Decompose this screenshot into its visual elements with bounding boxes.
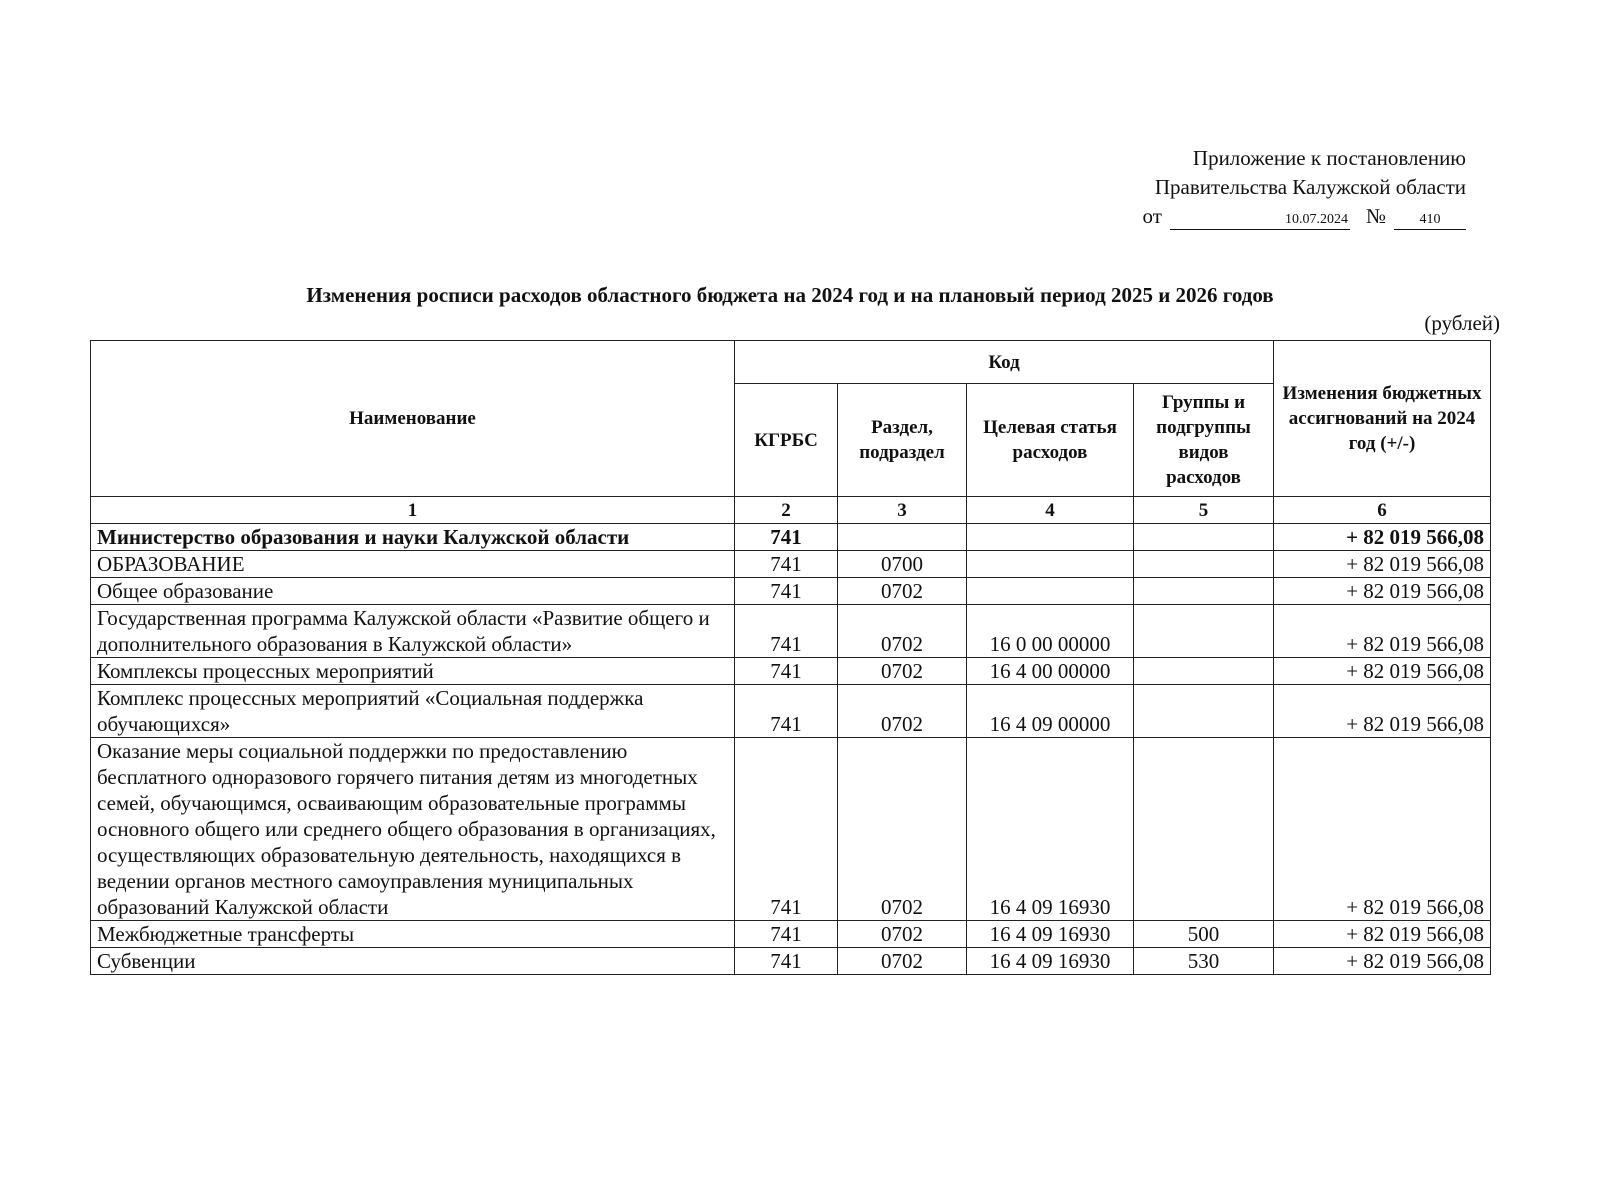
row-target: 16 4 09 00000 [967, 685, 1134, 738]
table-row [91, 605, 1491, 658]
appendix-header [1143, 144, 1466, 231]
row-target: 16 4 09 16930 [967, 738, 1134, 921]
row-group: 500 [1134, 921, 1274, 948]
row-section: 0702 [838, 578, 967, 605]
row-name: Общее образование [91, 578, 735, 605]
row-name: Межбюджетные трансферты [91, 921, 735, 948]
table-row [91, 658, 1491, 685]
appendix-line-2: Правительства Калужской области [1154, 175, 1466, 199]
row-amount: + 82 019 566,08 [1274, 921, 1491, 948]
row-kgrbs: 741 [735, 524, 838, 551]
date-prefix: от [1142, 204, 1162, 228]
row-amount: + 82 019 566,08 [1274, 685, 1491, 738]
column-number-row [91, 497, 1491, 524]
row-amount: + 82 019 566,08 [1274, 605, 1491, 658]
number-sign: № [1365, 204, 1386, 228]
column-number: 5 [1134, 497, 1274, 524]
row-amount: + 82 019 566,08 [1274, 551, 1491, 578]
row-name: ОБРАЗОВАНИЕ [91, 551, 735, 578]
header-code-group: Код [735, 341, 1274, 384]
row-section: 0702 [838, 605, 967, 658]
row-kgrbs: 741 [735, 551, 838, 578]
row-section: 0702 [838, 685, 967, 738]
row-name: Комплекс процессных мероприятий «Социальная поддержка обучающихся» [91, 685, 735, 738]
row-section: 0702 [838, 738, 967, 921]
header-target-article: Целевая статья расходов [967, 384, 1134, 497]
table-row [91, 948, 1491, 975]
units-label: (рублей) [1424, 311, 1500, 335]
row-section [838, 524, 967, 551]
row-kgrbs: 741 [735, 605, 838, 658]
row-group [1134, 524, 1274, 551]
row-section: 0700 [838, 551, 967, 578]
row-target [967, 551, 1134, 578]
row-amount: + 82 019 566,08 [1274, 524, 1491, 551]
resolution-number: 410 [1394, 211, 1466, 230]
row-group [1134, 738, 1274, 921]
header-name: Наименование [91, 341, 735, 497]
row-group: 530 [1134, 948, 1274, 975]
row-name: Комплексы процессных мероприятий [91, 658, 735, 685]
table-row [91, 578, 1491, 605]
resolution-date: 10.07.2024 [1170, 211, 1350, 230]
row-section: 0702 [838, 921, 967, 948]
header-kgrbs: КГРБС [735, 384, 838, 497]
row-section: 0702 [838, 658, 967, 685]
row-kgrbs: 741 [735, 948, 838, 975]
row-group [1134, 685, 1274, 738]
row-target: 16 4 09 16930 [967, 921, 1134, 948]
table-row [91, 921, 1491, 948]
row-target [967, 578, 1134, 605]
column-number: 3 [838, 497, 967, 524]
row-target: 16 0 00 00000 [967, 605, 1134, 658]
row-target: 16 4 09 16930 [967, 948, 1134, 975]
row-group [1134, 605, 1274, 658]
row-name: Государственная программа Калужской области «Развитие общего и дополнительного образования в Калужской области» [91, 605, 735, 658]
row-kgrbs: 741 [735, 658, 838, 685]
appendix-line-1: Приложение к постановлению [1192, 146, 1466, 170]
row-group [1134, 658, 1274, 685]
row-amount: + 82 019 566,08 [1274, 948, 1491, 975]
column-number: 1 [91, 497, 735, 524]
column-number: 2 [735, 497, 838, 524]
row-kgrbs: 741 [735, 685, 838, 738]
row-amount: + 82 019 566,08 [1274, 738, 1491, 921]
row-kgrbs: 741 [735, 738, 838, 921]
header-changes: Изменения бюджетных ассигнований на 2024 год (+/-) [1274, 341, 1491, 497]
row-name: Оказание меры социальной поддержки по предоставлению бесплатного одноразового горячего питания детям из многодетных семей, обучающимся, осваивающим образовательные программы основного общего или среднего общего образования в организациях, осуществляющих образовательную деятельность, находящихся в ведении органов местного самоуправления муниципальных образований Калужской области [91, 738, 735, 921]
document-title: Изменения росписи расходов областного бюджета на 2024 год и на плановый период 2025 и 2026 годов [306, 283, 1274, 307]
row-amount: + 82 019 566,08 [1274, 658, 1491, 685]
header-section: Раздел, подраздел [838, 384, 967, 497]
table-row [91, 551, 1491, 578]
row-group [1134, 551, 1274, 578]
row-kgrbs: 741 [735, 578, 838, 605]
row-kgrbs: 741 [735, 921, 838, 948]
row-name: Субвенции [91, 948, 735, 975]
table-row [91, 685, 1491, 738]
budget-changes-table [90, 340, 1491, 975]
row-group [1134, 578, 1274, 605]
column-number: 4 [967, 497, 1134, 524]
header-expense-groups: Группы и подгруппы видов расходов [1134, 384, 1274, 497]
table-row [91, 524, 1491, 551]
row-section: 0702 [838, 948, 967, 975]
row-target: 16 4 00 00000 [967, 658, 1134, 685]
column-number: 6 [1274, 497, 1491, 524]
appendix-date-line [1143, 202, 1466, 231]
row-name: Министерство образования и науки Калужской области [91, 524, 735, 551]
row-amount: + 82 019 566,08 [1274, 578, 1491, 605]
row-target [967, 524, 1134, 551]
table-row [91, 738, 1491, 921]
